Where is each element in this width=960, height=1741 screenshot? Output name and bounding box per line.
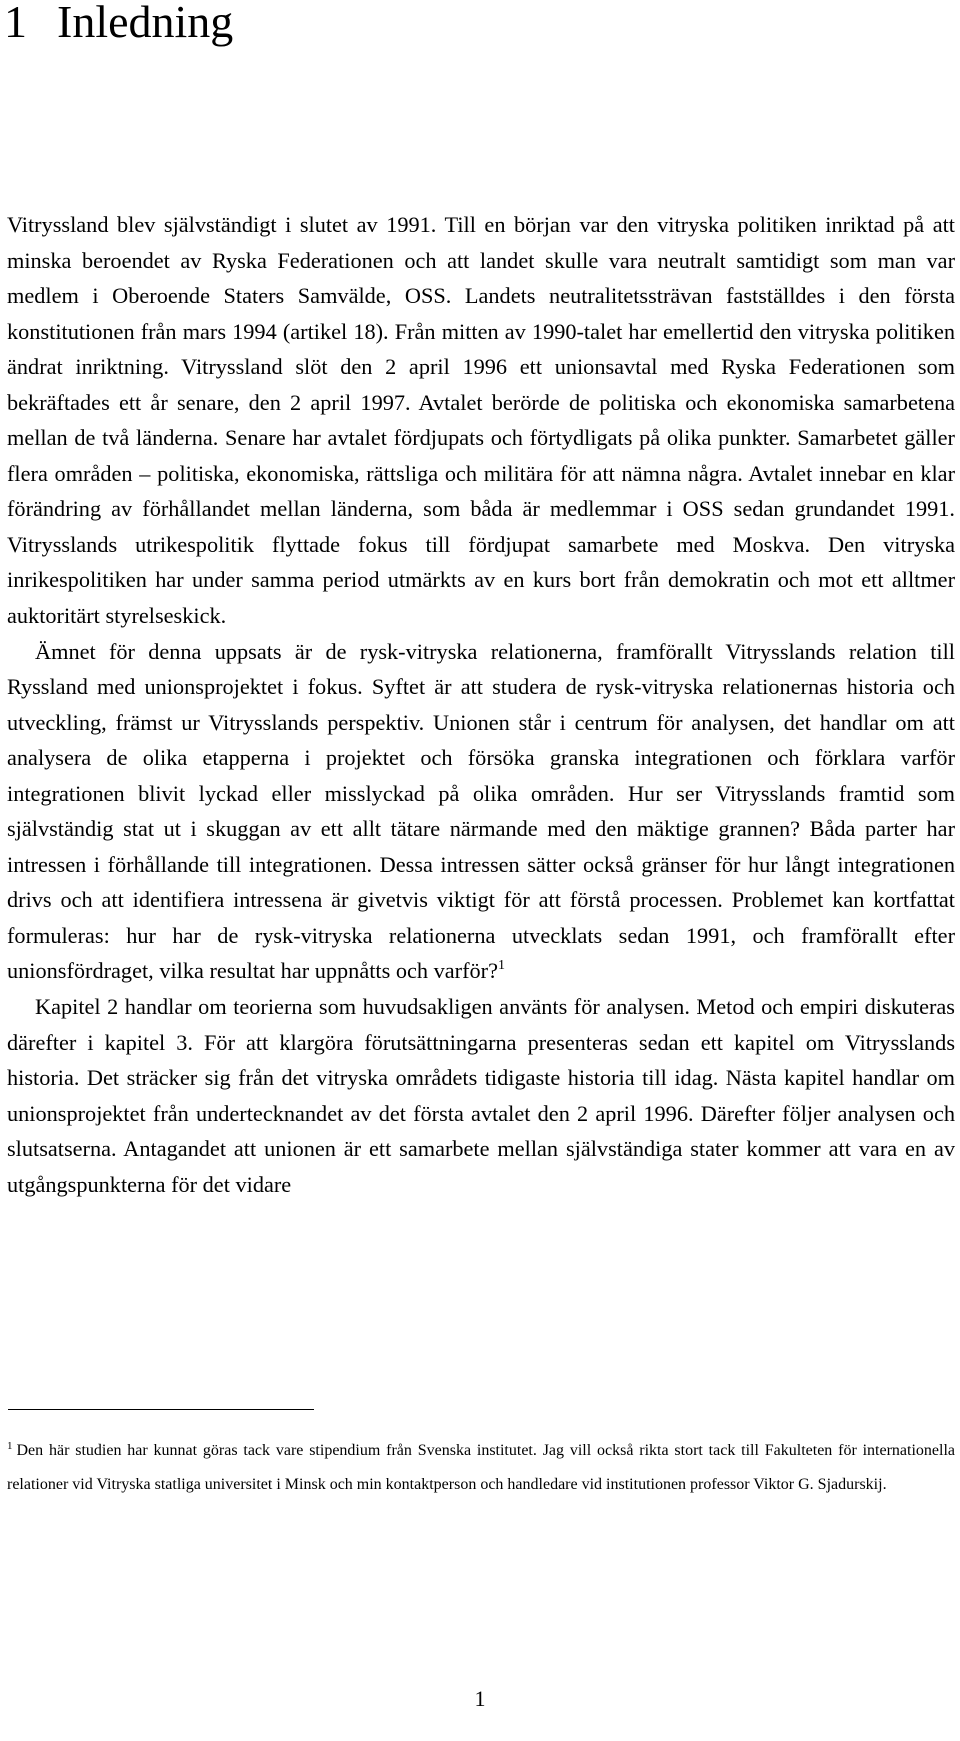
paragraph-2 [7, 634, 955, 989]
footnote [7, 1434, 955, 1502]
footnote-reference: 1 [498, 958, 505, 974]
chapter-title: Inledning [57, 0, 234, 47]
footnote-mark: 1 [7, 1440, 13, 1452]
paragraph-3: Kapitel 2 handlar om teorierna som huvudsakligen använts för analysen. Metod och empiri diskuteras därefter i kapitel 3. För att klargöra förutsättningarna presenteras sedan ett kapitel om Vitrysslands historia. Det sträcker sig från det vitryska områdets tidigaste historia till idag. Nästa kapitel handlar om unionsprojektet från undertecknandet av det första avtalet den 2 april 1996. Därefter följer analysen och slutsatserna. Antagandet att unionen är ett samarbete mellan självständiga stater kommer att vara en av utgångspunkterna för det vidare [7, 994, 955, 1197]
chapter-heading [4, 0, 233, 50]
footnote-text: Den här studien har kunnat göras tack vare stipendium från Svenska institutet. Jag vill också rikta stort tack till Fakulteten för internationella relationer vid Vitryska statliga universitet i Minsk och min kontaktperson och handledare vid institutionen professor Viktor G. Sjadurskij. [7, 1442, 955, 1493]
footnote-divider [8, 1409, 314, 1410]
page-number: 1 [474, 1686, 486, 1711]
paragraph-2-text: Ämnet för denna uppsats är de rysk-vitryska relationerna, framförallt Vitrysslands relation till Ryssland med unionsprojektet i fokus. Syftet är att studera de rysk-vitryska relationernas historia och utveckling, främst ur Vitrysslands perspektiv. Unionen står i centrum för analysen, det handlar om att analysera de olika etapperna i projektet och försöka granska integrationen och förklara varför integrationen blivit lyckad eller misslyckad på olika områden. Hur ser Vitrysslands framtid som självständig stat ut i skuggan av ett allt tätare närmande med den mäktige grannen? Båda parter har intressen i förhållande till integrationen. Dessa intressen sätter också gränser för hur långt integrationen drivs och att identifiera intressena är givetvis viktigt för att förstå processen. Problemet kan kortfattat formuleras: hur har de rysk-vitryska relationerna utvecklats sedan 1991, och framförallt efter unionsfördraget, vilka resultat har uppnåtts och varför? [7, 638, 955, 984]
paragraph-1: Vitryssland blev självständigt i slutet av 1991. Till en början var den vitryska politiken inriktad på att minska beroendet av Ryska Federationen och att landet skulle vara neutralt samtidigt som man var medlem i Oberoende Staters Samvälde, OSS. Landets neutralitetssträvan fastställdes i den första konstitutionen från mars 1994 (artikel 18). Från mitten av 1990-talet har emellertid den vitryska politiken ändrat inriktning. Vitryssland slöt den 2 april 1996 ett unionsavtal med Ryska Federationen som bekräftades ett år senare, den 2 april 1997. Avtalet berörde de politiska och ekonomiska samarbetena mellan de två länderna. Senare har avtalet fördjupats och förtydligats på olika punkter. Samarbetet gäller flera områden – politiska, ekonomiska, rättsliga och militära för att nämna några. Avtalet innebar en klar förändring av förhållandet mellan länderna, som båda är medlemmar i OSS sedan grundandet 1991. Vitrysslands utrikespolitik flyttade fokus till fördjupat samarbete med Moskva. Den vitryska inrikespolitiken har under samma period utmärkts av en kurs bort från demokratin och mot ett alltmer auktoritärt styrelseskick. [7, 212, 955, 629]
chapter-number: 1 [4, 0, 27, 47]
body-text [7, 207, 955, 1202]
